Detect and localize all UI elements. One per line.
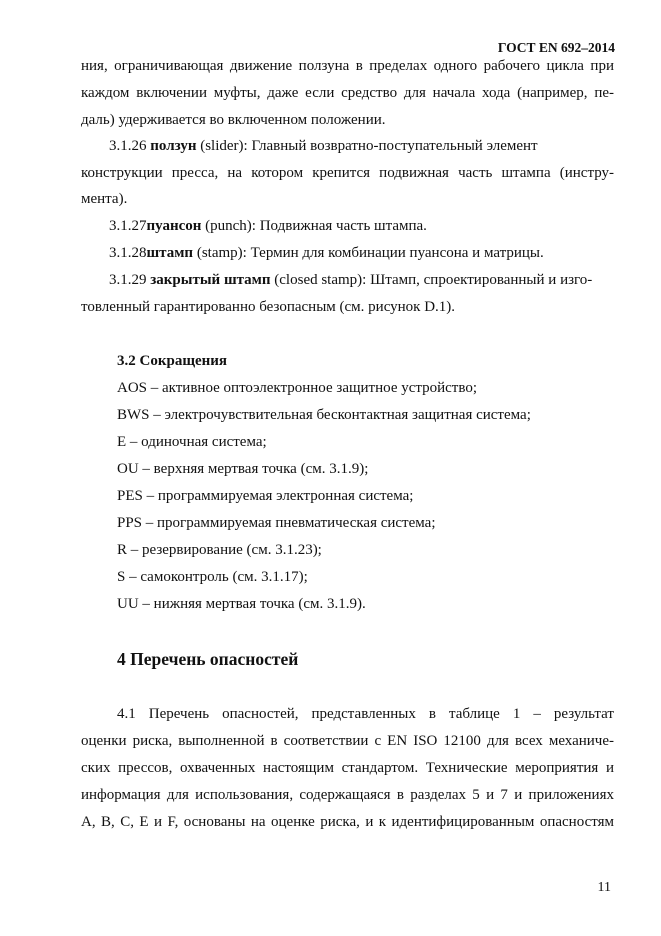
defined-term: закрытый штамп	[150, 272, 271, 288]
clause-number: 3.1.29	[109, 272, 147, 288]
definition-3-1-28	[109, 244, 614, 262]
definition-text: (stamp): Термин для комбинации пуансона и матрицы.	[193, 245, 544, 261]
clause-number: 3.1.27	[109, 218, 147, 234]
abbreviation-item: AOS – активное оптоэлектронное защитное устройство;	[117, 380, 478, 396]
defined-term: пуансон	[146, 218, 202, 234]
abbreviation-item: PES – программируемая электронная система;	[117, 488, 414, 504]
clause-number: 3.1.26	[109, 138, 147, 154]
text-line: конструкции пресса, на котором крепится подвижная часть штампа (инстру-	[81, 165, 614, 181]
abbreviation-item: PPS – программируемая пневматическая система;	[117, 515, 436, 531]
definition-3-1-26	[109, 137, 614, 155]
defined-term: штамп	[146, 245, 194, 261]
defined-term: ползун	[150, 138, 197, 154]
text-line: каждом включении муфты, даже если средство для начала хода (например, пе-	[81, 85, 614, 101]
text-line: мента).	[81, 191, 128, 207]
text-line: информация для использования, содержащаяся в разделах 5 и 7 и приложениях	[81, 787, 614, 803]
definition-text: (slider): Главный возвратно-поступательный элемент	[196, 138, 538, 154]
text-line: A, B, C, E и F, основаны на оценке риска, и к идентифицированным опасностям	[81, 814, 614, 830]
abbreviation-item: OU – верхняя мертвая точка (см. 3.1.9);	[117, 461, 369, 477]
text-line: ских прессов, охваченных настоящим стандартом. Технические мероприятия и	[81, 760, 614, 776]
text-line: ния, ограничивающая движение ползуна в пределах одного рабочего цикла при	[81, 58, 614, 74]
document-header: ГОСТ EN 692–2014	[497, 40, 615, 55]
abbreviation-item: UU – нижняя мертвая точка (см. 3.1.9).	[117, 596, 366, 612]
text-line: оценки риска, выполненной в соответствии с EN ISO 12100 для всех механиче-	[81, 733, 614, 749]
definition-3-1-27	[109, 217, 614, 235]
abbreviation-item: BWS – электрочувствительная бесконтактная защитная система;	[117, 407, 531, 423]
clause-number: 3.1.28	[109, 245, 147, 261]
text-line: 4.1 Перечень опасностей, представленных в таблице 1 – результат	[117, 706, 614, 722]
text-line: даль) удерживается во включенном положении.	[81, 112, 386, 128]
definition-3-1-29	[109, 271, 614, 289]
definition-text: (punch): Подвижная часть штампа.	[201, 218, 427, 234]
section-heading: 4 Перечень опасностей	[117, 649, 299, 669]
definition-text: (closed stamp): Штамп, спроектированный и изго-	[270, 272, 593, 288]
abbreviation-item: R – резервирование (см. 3.1.23);	[117, 542, 322, 558]
abbreviation-item: E – одиночная система;	[117, 434, 267, 450]
text-line: товленный гарантированно безопасным (см. рисунок D.1).	[81, 299, 456, 315]
abbreviations-heading: 3.2 Сокращения	[117, 353, 228, 369]
abbreviation-item: S – самоконтроль (см. 3.1.17);	[117, 569, 308, 585]
page-number: 11	[597, 880, 611, 895]
